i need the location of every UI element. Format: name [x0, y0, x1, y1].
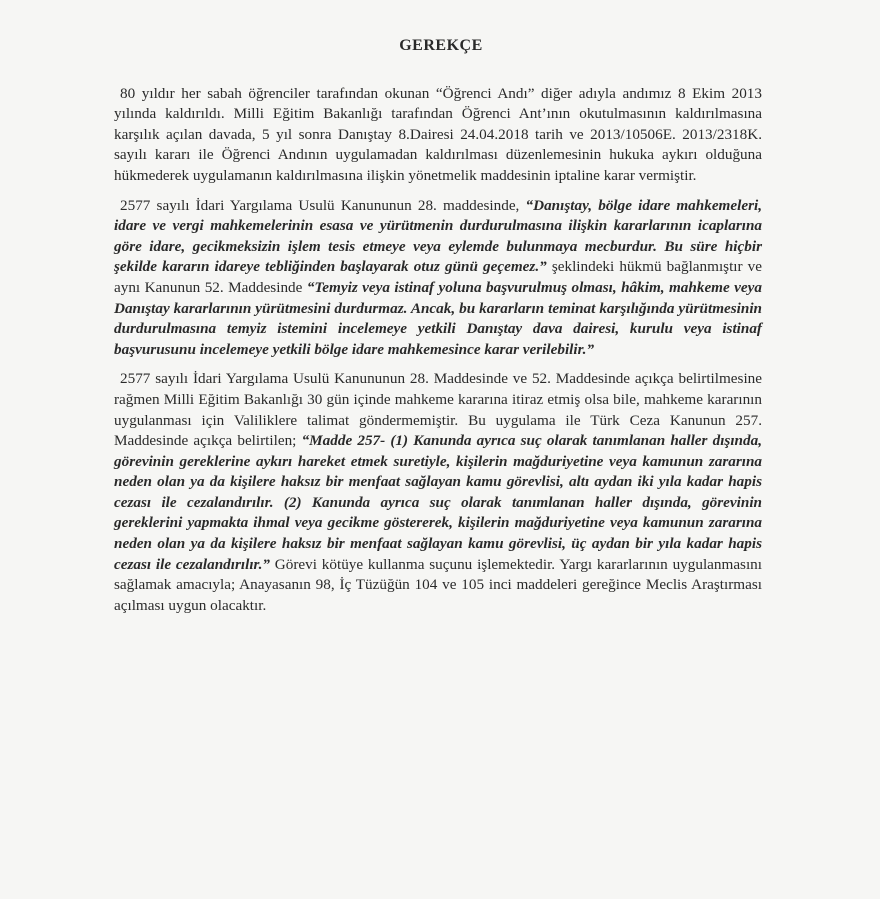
document-title: GEREKÇE	[399, 37, 483, 54]
paragraph-2-middle: şeklindeki hükmü bağlanmıştır ve aynı Kanunun 52. Maddesinde	[114, 258, 763, 296]
paragraph-2	[114, 196, 762, 361]
paragraph-3	[114, 369, 762, 616]
paragraph-3-outro: Görevi kötüye kullanma suçunu işlemektedir. Yargı kararlarının uygulanmasını sağlamak amacıyla; Anayasanın 98, İç Tüzüğün 104 ve 105 inci maddeleri gereğince Meclis Araştırması açılması uygun olacaktır.	[114, 555, 762, 614]
paragraph-2-quote-1: “Danıştay, bölge idare mahkemeleri, idare ve vergi mahkemelerinin esasa ve yürütmenin durdurulmasına ilişkin kararlarının icaplarına göre idare, gecikmeksizin işlem tesis etmeye veya eylemde bulunmaya mecburdur. Bu süre hiçbir şekilde kararın idareye tebliğinden başlayarak otuz günü geçemez.”	[114, 196, 762, 276]
paragraph-3-quote: “Madde 257- (1) Kanunda ayrıca suç olarak tanımlanan haller dışında, görevinin gereklerine aykırı hareket etmek suretiyle, kişilerin mağduriyetine veya kamunun zararına neden olan ya da kişilere haksız bir menfaat sağlayan kamu görevlisi, altı aydan iki yıla kadar hapis cezası ile cezalandırılır. (2) Kanunda ayrıca suç olarak tanımlanan haller dışında, görevinin gereklerini yapmakta ihmal veya gecikme göstererek, kişilerin mağduriyetine veya kamunun zararına neden olan ya da kişilere haksız bir menfaat sağlayan kamu görevlisi, üç aydan bir yıla kadar hapis cezası ile cezalandırılır.”	[114, 432, 762, 573]
paragraph-2-quote-2: “Temyiz veya istinaf yoluna başvurulmuş olması, hâkim, mahkeme veya Danıştay kararlarının yürütmesini durdurmaz. Ancak, bu kararların teminat karşılığında yürütmesinin durdurulmasına temyiz istemini incelemeye yetkili Danıştay dava dairesi, kurulu veya istinaf başvurusunu incelemeye yetkili bölge idare mahkemesince karar verilebilir.”	[114, 278, 762, 358]
paragraph-2-intro: 2577 sayılı İdari Yargılama Usulü Kanununun 28. maddesinde,	[120, 196, 526, 214]
paragraph-gap	[114, 187, 762, 196]
paragraph-gap	[114, 360, 762, 369]
document-body	[114, 36, 762, 616]
paragraph-3-intro: 2577 sayılı İdari Yargılama Usulü Kanununun 28. Maddesinde ve 52. Maddesinde açıkça belirtilmesine rağmen Milli Eğitim Bakanlığı 30 gün içinde mahkeme kararına itiraz etmiş olsa bile, mahkeme kararının uygulanması için Valiliklere talimat göndermemiştir. Bu uygulama ile Türk Ceza Kanunun 257. Maddesinde açıkça belirtilen;	[114, 370, 762, 450]
paragraph-1	[114, 84, 762, 187]
paragraph-1-text: 80 yıldır her sabah öğrenciler tarafından okunan “Öğrenci Andı” diğer adıyla andımız 8 Ekim 2013 yılında kaldırıldı. Milli Eğitim Bakanlığı tarafından Öğrenci Ant’ının okutulmasının kaldırılmasına karşılık açılan davada, 5 yıl sonra Danıştay 8.Dairesi 24.04.2018 tarih ve 2013/10506E. 2013/2318K. sayılı kararı ile Öğrenci Andının uygulamadan kaldırılması düzenlemesinin hukuka aykırı olduğuna hükmederek uygulamanın kaldırılmasına ilişkin yönetmelik maddesinin iptaline karar vermiştir.	[114, 84, 762, 184]
